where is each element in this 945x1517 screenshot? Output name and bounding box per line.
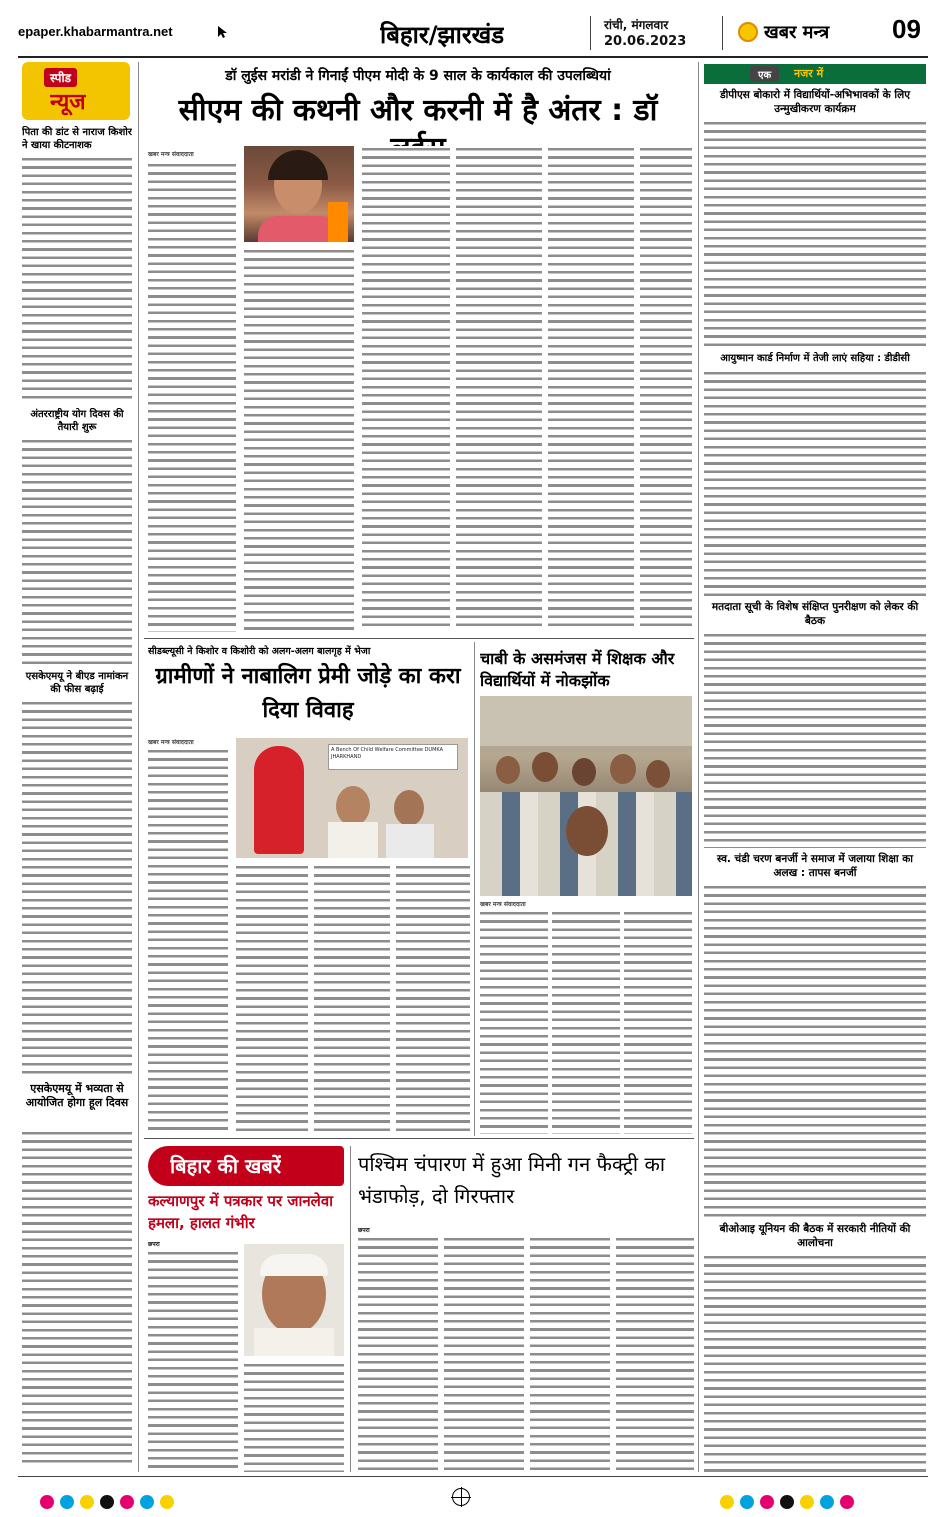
marriage-col2-body: [236, 864, 308, 1134]
brand-name: खबर मन्त्र: [764, 22, 830, 43]
right-s5-headline: बीओआइ यूनियन की बैठक में सरकारी नीतियों की आलोचना: [719, 1223, 911, 1249]
bihar-band: बिहार की खबरें: [148, 1146, 344, 1186]
bihar-col2-body: [244, 1362, 344, 1472]
left-column-rule: [138, 62, 139, 1472]
marriage-col1-body: [148, 748, 228, 1134]
lead-portrait-photo: [244, 146, 354, 242]
teacher-col1-body: [480, 910, 548, 1134]
dateline-city: रांची, मंगलवार: [604, 18, 669, 32]
marriage-cwc-photo: [236, 738, 468, 858]
teacher-crowd-photo: [480, 696, 692, 896]
lead-col2-body: [244, 248, 354, 632]
bihar-headline: कल्याणपुर में पत्रकार पर जानलेवा हमला, हालत गंभीर: [148, 1192, 334, 1232]
journalist-injured-photo: [244, 1244, 344, 1356]
gun-col1-body: [358, 1236, 438, 1472]
teacher-headline: चाबी के असमंजस में शिक्षक और विद्यार्थियों में नोकझोंक: [480, 649, 675, 690]
lead-byline: खबर मन्त्र संवाददाता: [148, 151, 194, 158]
header-divider-2: [722, 16, 723, 50]
lead-col3-body: [362, 146, 450, 632]
mid-column-rule: [474, 642, 475, 1136]
gun-col2-body: [444, 1236, 524, 1472]
speed-story2-headline: अंतरराष्ट्रीय योग दिवस की तैयारी शुरू: [30, 409, 124, 433]
marriage-byline: खबर मन्त्र संवाददाता: [148, 739, 194, 746]
marriage-col3-body: [314, 864, 390, 1134]
header-divider: [590, 16, 591, 50]
gun-col3-body: [530, 1236, 610, 1472]
speed-story1-body: [22, 156, 132, 404]
speed-story4-body: [22, 1130, 132, 1468]
registration-crosshair-icon: [452, 1488, 470, 1506]
bihar-col1-body: [148, 1250, 238, 1472]
teacher-col2-body: [552, 910, 620, 1134]
right-s4-headline: स्व. चंडी चरण बनर्जी ने समाज में जलाया शिक्षा का अलख : तापस बनर्जी: [716, 853, 914, 879]
dateline-date: 20.06.2023: [604, 34, 687, 49]
right-s1-body: [704, 120, 926, 348]
website-url[interactable]: epaper.khabarmantra.net: [18, 24, 173, 39]
speed-news-badge: स्पीड न्यूज: [22, 62, 130, 120]
gun-dateline: छपरा: [358, 1227, 370, 1234]
gun-headline: पश्चिम चंपारण में हुआ मिनी गन फैक्ट्री का भंडाफोड़, दो गिरफ्तार: [358, 1152, 666, 1208]
header-rule: [18, 56, 928, 58]
right-s5-body: [704, 1254, 926, 1472]
lead-kicker: डॉ लुईस मरांडी ने गिनाईं पीएम मोदी के 9 साल के कार्यकाल की उपलब्धियां: [225, 68, 611, 84]
right-column-rule: [698, 62, 699, 1472]
right-s1-headline: डीपीएस बोकारो में विद्यार्थियों-अभिभावकों के लिए उन्मुखीकरण कार्यक्रम: [719, 89, 911, 115]
lead-bottom-rule: [144, 638, 694, 639]
cursor-icon: [216, 24, 230, 38]
right-s3-headline: मतदाता सूची के विशेष संक्षिप्त पुनरीक्षण को लेकर की बैठक: [711, 601, 919, 627]
gun-col4-body: [616, 1236, 694, 1472]
marriage-col4-body: [396, 864, 470, 1134]
ek-nazar-header: एक नजर में: [704, 64, 926, 84]
right-s2-headline: आयुष्मान कार्ड निर्माण में तेजी लाएं सहिया : डीडीसी: [720, 353, 910, 364]
print-registration-right: [720, 1495, 854, 1509]
bihar-dateline: छपरा: [148, 1241, 160, 1248]
marriage-kicker: सीडब्ल्यूसी ने किशोर व किशोरी को अलग-अलग बालगृह में भेजा: [148, 646, 371, 657]
section-title: बिहार/झारखंड: [380, 21, 505, 49]
speed-story1-headline: पिता की डांट से नाराज किशोर ने खाया कीटनाशक: [22, 127, 132, 151]
bihar-rule: [350, 1146, 351, 1472]
teacher-byline: खबर मन्त्र संवाददाता: [480, 901, 526, 908]
speed-story4-headline: एसकेएमयू में भव्यता से आयोजित होगा हूल दिवस: [25, 1082, 129, 1109]
lead-col6-body: [640, 146, 692, 632]
mid-bottom-rule: [144, 1138, 694, 1139]
teacher-col3-body: [624, 910, 692, 1134]
marriage-couple-figure: [254, 746, 304, 854]
speed-story3-body: [22, 700, 132, 1076]
cwc-banner: A Bench Of Child Welfare Committee DUMKA JHARKHAND: [328, 744, 458, 770]
masthead: [0, 0, 945, 60]
lead-headline: सीएम की कथनी और करनी में है अंतर : डॉ: [178, 93, 658, 128]
speed-story2-body: [22, 438, 132, 664]
right-s2-body: [704, 370, 926, 596]
lead-col1-body: [148, 162, 236, 632]
print-registration-left: [40, 1495, 174, 1509]
lead-col4-body: [456, 146, 542, 632]
speed-story3-headline: एसकेएमयू ने बीएड नामांकन की फीस बढ़ाई: [25, 671, 129, 695]
right-s3-body: [704, 632, 926, 848]
marriage-headline: ग्रामीणों ने नाबालिग प्रेमी जोड़े का करा दिया विवाह: [155, 664, 461, 723]
right-s4-body: [704, 884, 926, 1218]
page-number: 09: [892, 14, 921, 44]
brand-logo-icon: [738, 22, 758, 42]
lead-col5-body: [548, 146, 634, 632]
footer-rule: [18, 1476, 928, 1477]
